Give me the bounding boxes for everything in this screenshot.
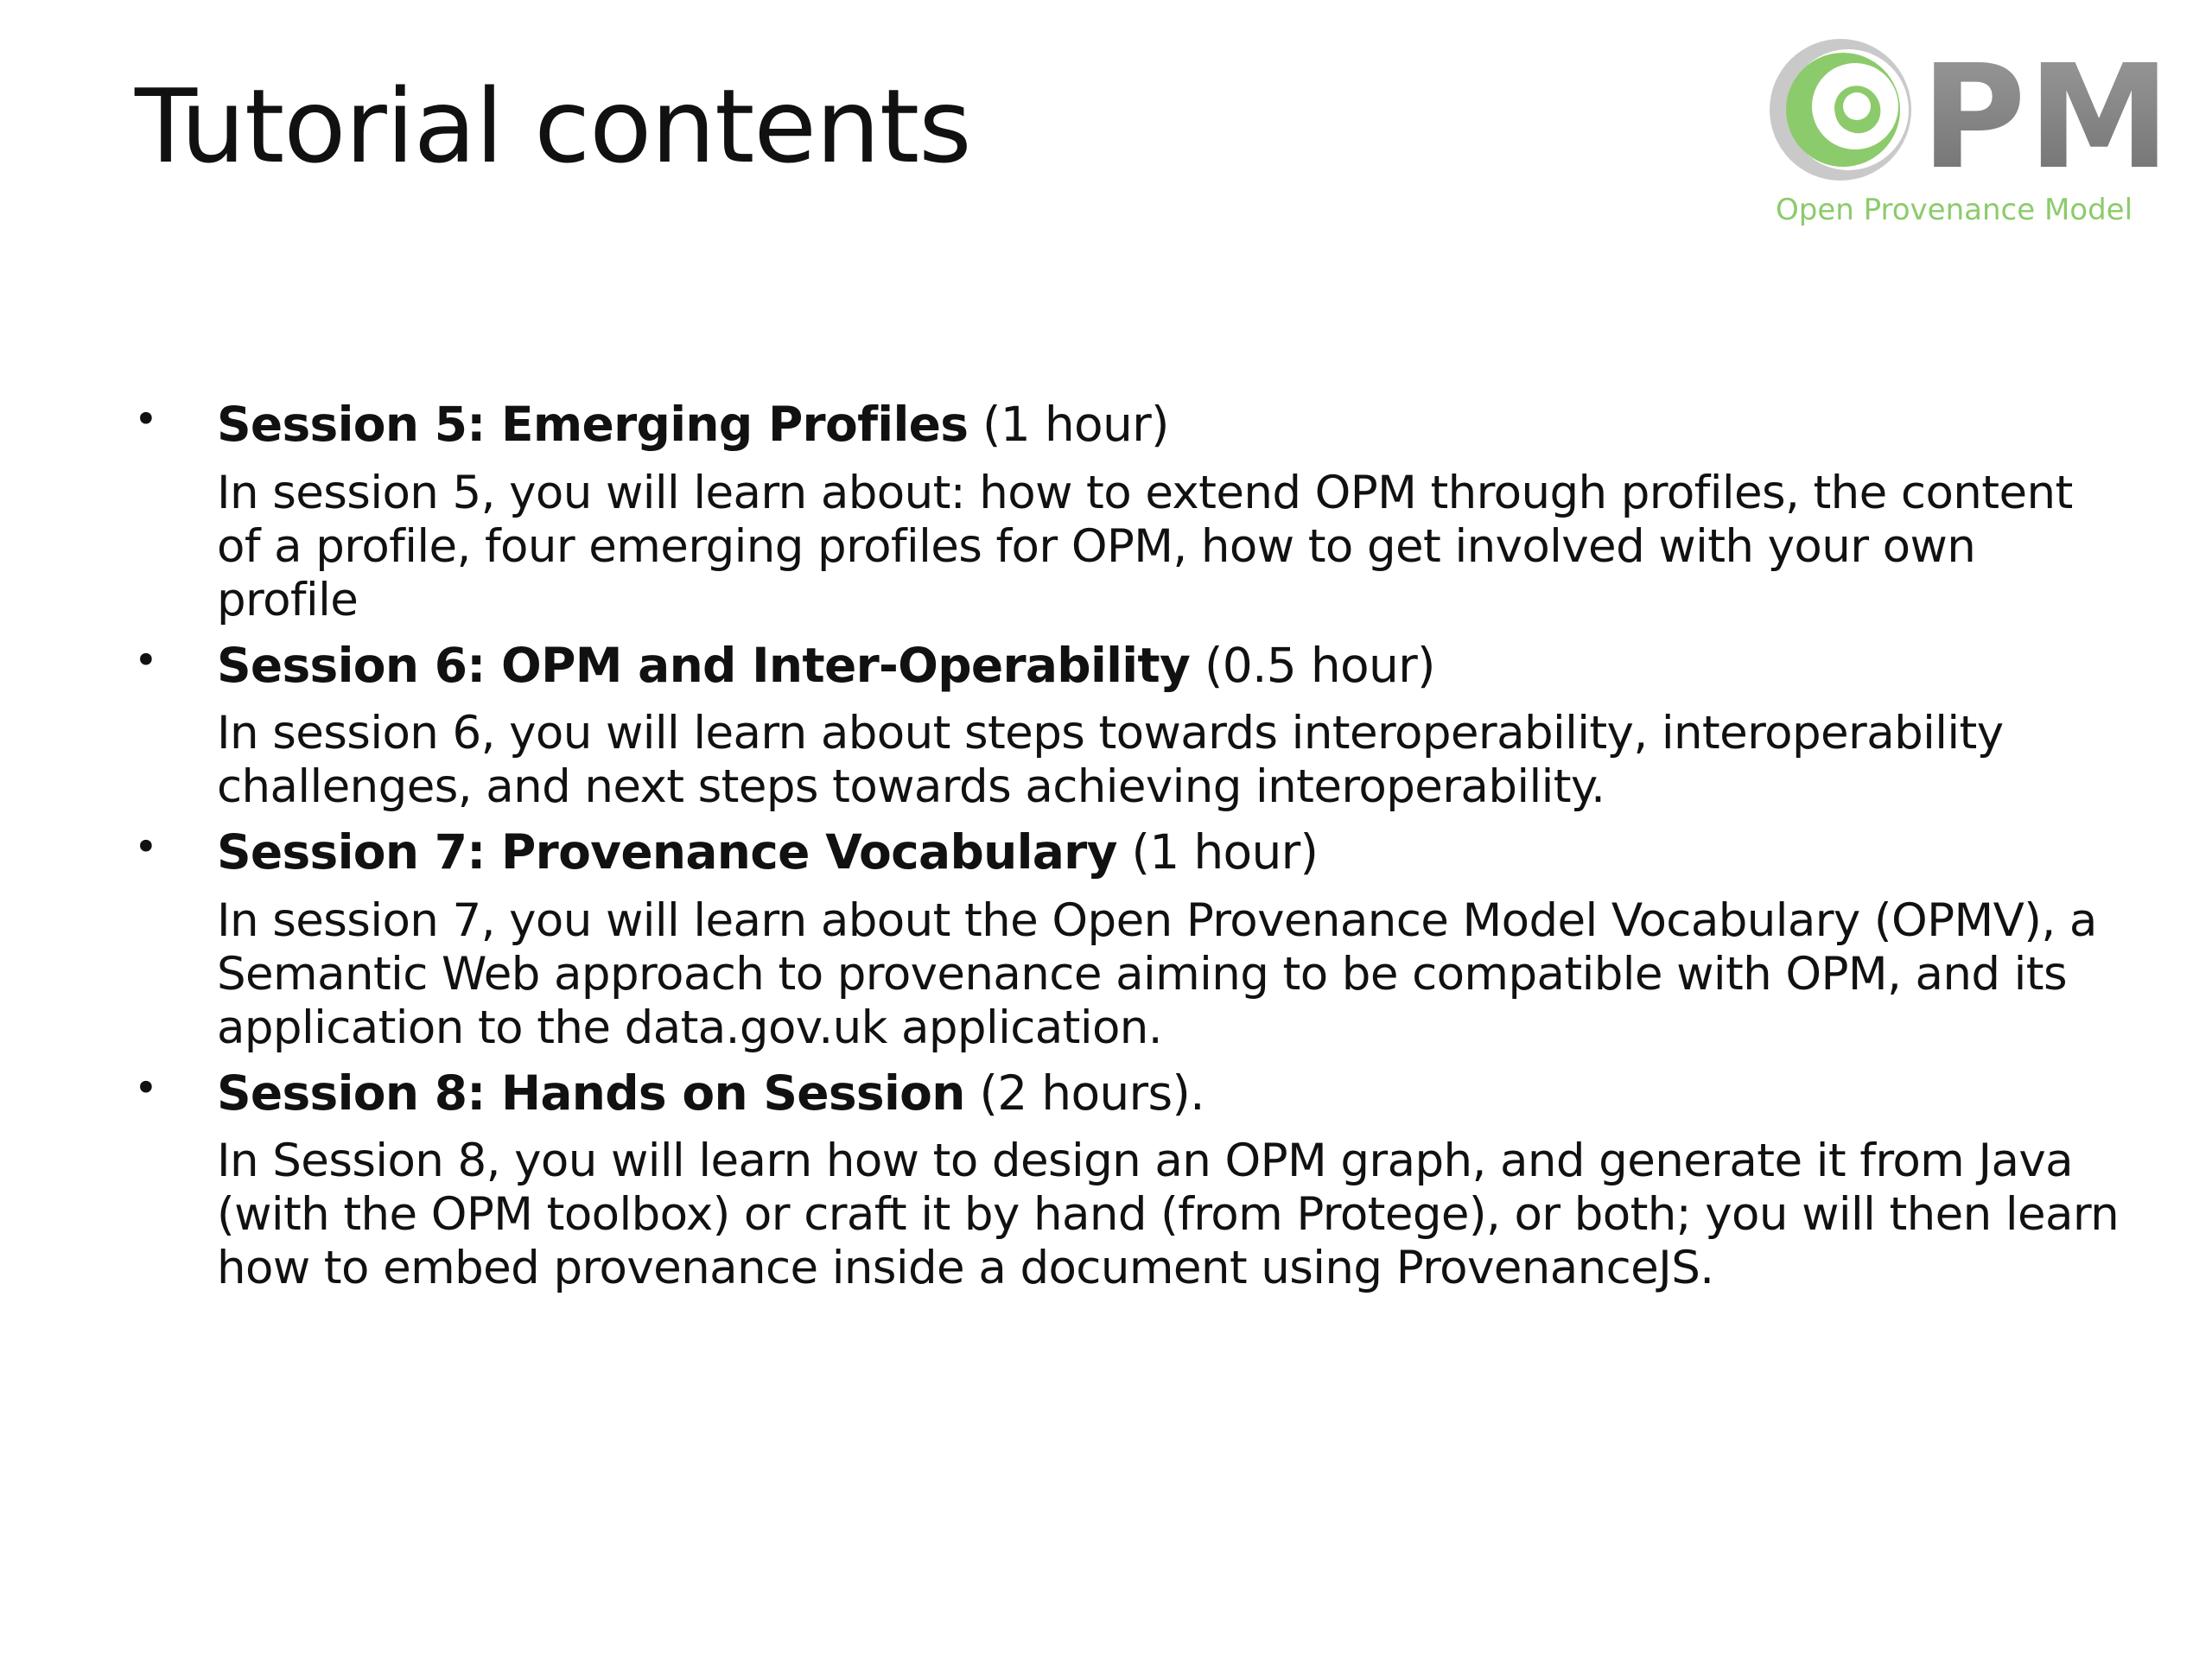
opm-logo (1758, 30, 2190, 238)
session-title: Session 8: Hands on Session (217, 1065, 965, 1121)
bullet-icon: • (134, 1064, 158, 1112)
session-item-7 (134, 821, 2121, 1055)
session-title: Session 6: OPM and Inter-Operability (217, 637, 1191, 693)
session-heading (217, 393, 2121, 456)
session-heading (217, 634, 2121, 697)
session-list (134, 393, 2121, 1302)
session-item-5 (134, 393, 2121, 627)
bullet-icon: • (134, 636, 158, 684)
bullet-icon: • (134, 823, 158, 872)
session-heading (217, 1062, 2121, 1125)
opm-logo-image (1758, 30, 2190, 238)
slide-title: Tutorial contents (135, 67, 971, 186)
session-title: Session 5: Emerging Profiles (217, 397, 969, 452)
session-duration: (2 hours). (964, 1065, 1205, 1121)
session-heading (217, 821, 2121, 884)
session-description: In session 7, you will learn about the Open Provenance Model Vocabulary (OPMV), a Semantic Web approach to provenance aiming to be compatible with OPM, and its application to the data.gov.uk application. (217, 893, 2097, 1054)
session-item-6 (134, 634, 2121, 815)
session-duration: (0.5 hour) (1190, 637, 1435, 693)
opm-logo-tagline: Open Provenance Model (1776, 193, 2133, 227)
session-description: In session 5, you will learn about: how to extend OPM through profiles, the content of a profile, four emerging profiles for OPM, how to get involved with your own profile (217, 466, 2073, 626)
session-item-8 (134, 1062, 2121, 1296)
opm-logo-letters: PM (1921, 35, 2172, 201)
bullet-icon: • (134, 396, 158, 443)
session-title: Session 7: Provenance Vocabulary (217, 824, 1117, 880)
session-description: In session 6, you will learn about steps towards interoperability, interoperability challenges, and next steps towards achieving interoperability. (217, 707, 2004, 814)
session-duration: (1 hour) (1116, 824, 1319, 880)
session-description: In Session 8, you will learn how to design an OPM graph, and generate it from Java (with the OPM toolbox) or craft it by hand (from Protege), or both; you will then learn how to embed provenance inside a document using ProvenanceJS. (217, 1135, 2120, 1295)
opm-swirl-icon (1770, 39, 1911, 181)
session-duration: (1 hour) (968, 397, 1169, 452)
